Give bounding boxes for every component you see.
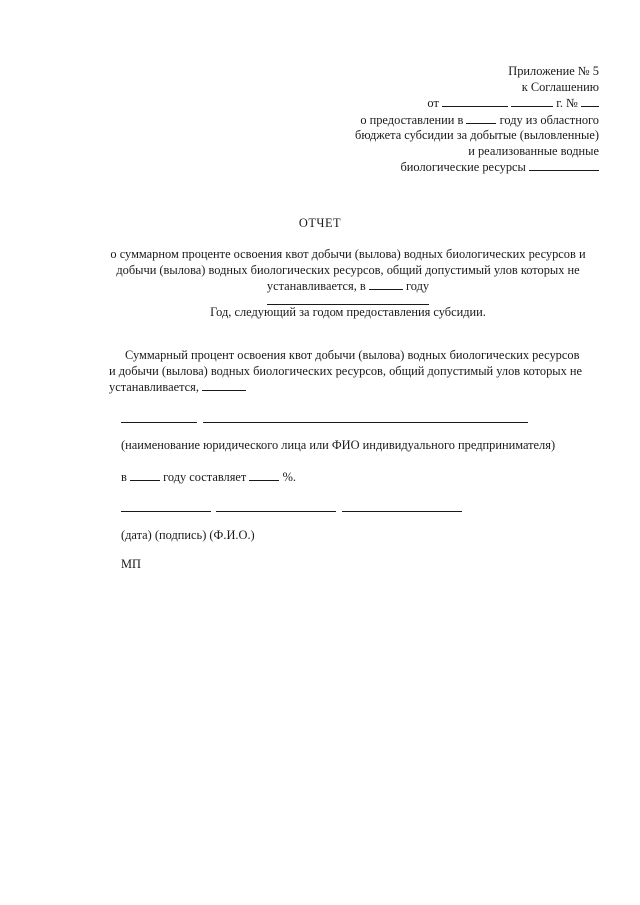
body-blank[interactable] bbox=[202, 379, 246, 391]
percent-middle: году составляет bbox=[163, 470, 247, 484]
date-prefix: от bbox=[427, 96, 439, 110]
resources-text: и реализованные водные bbox=[468, 143, 599, 158]
appendix-header bbox=[299, 64, 599, 176]
year-caption: Год, следующий за годом предоставления субсидии. bbox=[210, 304, 486, 319]
date-blank-2[interactable] bbox=[511, 95, 553, 107]
body-line-1: Суммарный процент освоения квот добычи (вылова) водных биологических ресурсов bbox=[125, 348, 580, 362]
body-line-3-prefix: устанавливается, bbox=[109, 380, 199, 394]
provision-year-blank[interactable] bbox=[466, 112, 496, 124]
report-body bbox=[109, 348, 609, 396]
provision-prefix: о предоставлении в bbox=[360, 112, 464, 127]
provision-suffix: году из областного bbox=[499, 112, 599, 127]
subtitle-line-2: добычи (вылова) водных биологических ресурсов, общий допустимый улов которых не bbox=[116, 262, 580, 277]
percent-suffix: %. bbox=[282, 470, 296, 484]
percent-prefix: в bbox=[121, 470, 127, 484]
subtitle-year-prefix: устанавливается, в bbox=[266, 279, 366, 293]
agreement-date-line bbox=[299, 95, 599, 112]
percent-year-blank[interactable] bbox=[130, 469, 160, 481]
signature-caption: (дата) (подпись) (Ф.И.О.) bbox=[121, 528, 255, 542]
number-prefix: г. № bbox=[556, 96, 578, 110]
report-title: ОТЧЕТ bbox=[298, 216, 342, 230]
body-line-2: и добычи (вылова) водных биологических ресурсов, общий допустимый улов которых не bbox=[109, 363, 583, 378]
subtitle-year-suffix: году bbox=[405, 279, 430, 293]
bio-resources-blank[interactable] bbox=[529, 159, 599, 171]
agreement-reference: к Соглашению bbox=[521, 79, 599, 94]
organization-name-line[interactable] bbox=[121, 422, 541, 423]
subtitle-line-1: о суммарном проценте освоения квот добычи (вылова) водных биологических ресурсов и bbox=[110, 247, 586, 261]
report-subtitle bbox=[88, 247, 608, 320]
year-underline[interactable] bbox=[267, 295, 429, 305]
subsidy-text: бюджета субсидии за добытые (выловленные) bbox=[355, 128, 599, 142]
subtitle-line-3 bbox=[88, 278, 608, 295]
body-line-3 bbox=[109, 379, 609, 396]
subtitle-year-blank[interactable] bbox=[369, 278, 403, 290]
appendix-number: Приложение № 5 bbox=[508, 64, 599, 78]
signature-line[interactable] bbox=[121, 511, 466, 512]
bio-resources-line bbox=[299, 159, 599, 176]
date-blank[interactable] bbox=[442, 95, 508, 107]
number-blank[interactable] bbox=[581, 95, 599, 107]
percent-line bbox=[121, 469, 296, 486]
stamp-place: МП bbox=[121, 557, 141, 571]
percent-value-blank[interactable] bbox=[249, 469, 279, 481]
provision-year-line bbox=[299, 112, 599, 129]
organization-caption: (наименование юридического лица или ФИО индивидуального предпринимателя) bbox=[121, 438, 556, 452]
bio-resources-prefix: биологические ресурсы bbox=[400, 160, 526, 174]
